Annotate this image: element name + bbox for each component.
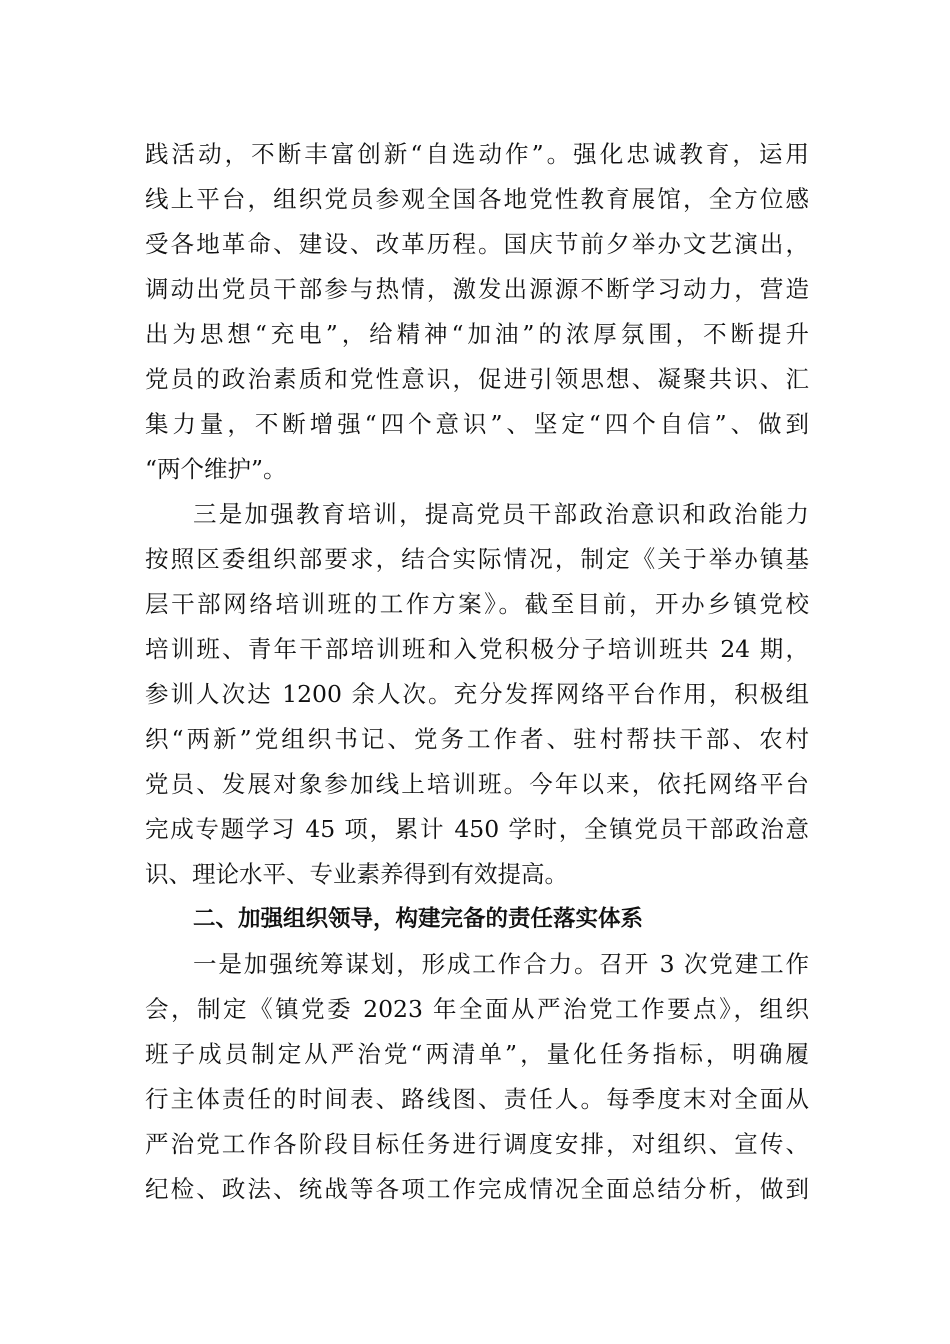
- section-heading: 二、加强组织领导，构建完备的责任落实体系: [193, 906, 644, 932]
- paragraph-end-line: “两个维护”。: [145, 455, 287, 483]
- text-line: 调动出党员干部参与热情，激发出源源不断学习动力，营造: [145, 275, 809, 303]
- text-line: 践活动，不断丰富创新“自选动作”。强化忠诚教育，运用: [145, 140, 809, 168]
- text-line: 参训人次达 1200 余人次。充分发挥网络平台作用，积极组: [145, 680, 809, 708]
- text-line: 党员的政治素质和党性意识，促进引领思想、凝聚共识、汇: [145, 365, 809, 393]
- subsection-heading-line: 三是加强教育培训，提高党员干部政治意识和政治能力: [193, 500, 809, 528]
- text-line: 织“两新”党组织书记、党务工作者、驻村帮扶干部、农村: [145, 725, 809, 753]
- text-line: 行主体责任的时间表、路线图、责任人。每季度末对全面从: [145, 1085, 809, 1113]
- text-line: 线上平台，组织党员参观全国各地党性教育展馆，全方位感: [145, 185, 809, 213]
- text-line: 按照区委组织部要求，结合实际情况，制定《关于举办镇基: [145, 545, 809, 573]
- paragraph-end-line: 识、理论水平、专业素养得到有效提高。: [145, 860, 568, 888]
- text-line: 出为思想“充电”，给精神“加油”的浓厚氛围，不断提升: [145, 320, 809, 348]
- document-body: [145, 132, 809, 1212]
- subsection-heading-line: 一是加强统筹谋划，形成工作合力。召开 3 次党建工作: [193, 950, 809, 978]
- text-line: 纪检、政法、统战等各项工作完成情况全面总结分析，做到: [145, 1175, 809, 1203]
- text-line: 受各地革命、建设、改革历程。国庆节前夕举办文艺演出，: [145, 230, 809, 258]
- text-line: 完成专题学习 45 项，累计 450 学时，全镇党员干部政治意: [145, 815, 809, 843]
- text-line: 党员、发展对象参加线上培训班。今年以来，依托网络平台: [145, 770, 809, 798]
- text-line: 班子成员制定从严治党“两清单”，量化任务指标，明确履: [145, 1040, 809, 1068]
- text-line: 严治党工作各阶段目标任务进行调度安排，对组织、宣传、: [145, 1130, 809, 1158]
- text-line: 集力量，不断增强“四个意识”、坚定“四个自信”、做到: [145, 410, 809, 438]
- text-line: 培训班、青年干部培训班和入党积极分子培训班共 24 期，: [145, 635, 809, 663]
- text-line: 层干部网络培训班的工作方案》。截至目前，开办乡镇党校: [145, 590, 809, 618]
- text-line: 会，制定《镇党委 2023 年全面从严治党工作要点》，组织: [145, 995, 809, 1023]
